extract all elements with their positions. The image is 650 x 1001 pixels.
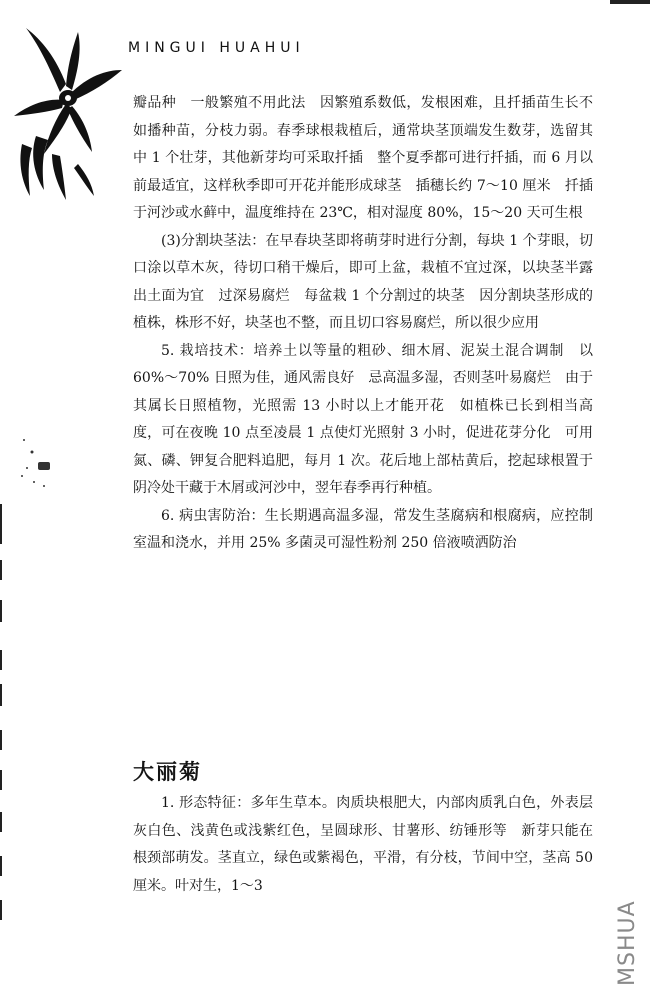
margin-rule-mark	[0, 600, 2, 622]
orchid-flower-icon	[8, 14, 126, 204]
paragraph-morphology: 1. 形态特征：多年生草本。肉质块根肥大，内部肉质乳白色，外表层灰白色、浅黄色或浅紫红色，呈圆球形、甘薯形、纺锤形等 新芽只能在根颈部萌发。茎直立，绿色或紫褐色，平滑，有分枝，节间中空，茎高 50 厘米。叶对生，1～3	[133, 795, 593, 894]
margin-rule-mark	[0, 856, 2, 876]
main-text	[133, 90, 593, 558]
margin-rule-mark	[0, 560, 2, 580]
watermark	[612, 884, 642, 988]
running-header: MINGUI HUAHUI	[128, 40, 305, 56]
scan-edge-mark	[610, 0, 650, 4]
margin-rule-mark	[0, 770, 2, 790]
margin-rule-mark	[0, 900, 2, 920]
margin-rule-mark	[0, 812, 2, 832]
margin-rule-mark	[0, 650, 2, 670]
margin-rule-mark	[0, 730, 2, 750]
watermark-text: MSHUA	[615, 900, 640, 986]
paragraph-cultivation: 5. 栽培技术：培养土以等量的粗砂、细木屑、泥炭土混合调制 以 60%～70% 日照为佳，通风需良好 忌高温多湿，否则茎叶易腐烂 由于其属长日照植物，光照需 13 小时以上才能开花 如植株已长到相当高度，可在夜晚 10 点至凌晨 1 点使灯光照射 3 小时，促进花芽分化 可用氮、磷、钾复合肥料追肥，每月 1 次。花后地上部枯黄后，挖起球根置于阴冷处干藏于木屑或河沙中，翌年春季再行种植。	[133, 342, 593, 496]
paragraph-pest-control: 6. 病虫害防治：生长期遇高温多湿，常发生茎腐病和根腐病，应控制室温和浇水，并用 25% 多菌灵可湿性粉剂 250 倍液喷洒防治	[133, 507, 593, 551]
paragraph-tuber-division: (3)分割块茎法：在早春块茎即将萌芽时进行分割，每块 1 个芽眼，切口涂以草木灰，待切口稍干燥后，即可上盆，栽植不宜过深，以块茎半露出土面为宜 过深易腐烂 每盆栽 1 个分割过的块茎 因分割块茎形成的植株，株形不好，块茎也不整，而且切口容易腐烂，所以很少应用	[133, 232, 593, 331]
section-title: 大丽菊	[133, 759, 202, 784]
scan-speck-mark	[18, 432, 52, 492]
section-text	[133, 790, 593, 900]
paragraph-propagation-cutting: 瓣品种 一般繁殖不用此法 因繁殖系数低，发根困难，且扦插苗生长不如播种苗，分枝力弱。春季球根栽植后，通常块茎顶端发生数芽，选留其中 1 个壮芽，其他新芽均可采取扦插 整个夏季都可进行扦插，而 6 月以前最适宜，这样秋季即可开花并能形成球茎 插穗长约 7～10 厘米 扦插于河沙或水藓中，温度维持在 23℃，相对湿度 80%，15～20 天可生根	[133, 95, 593, 221]
margin-rule-mark	[0, 504, 2, 544]
margin-rule-mark	[0, 684, 2, 706]
